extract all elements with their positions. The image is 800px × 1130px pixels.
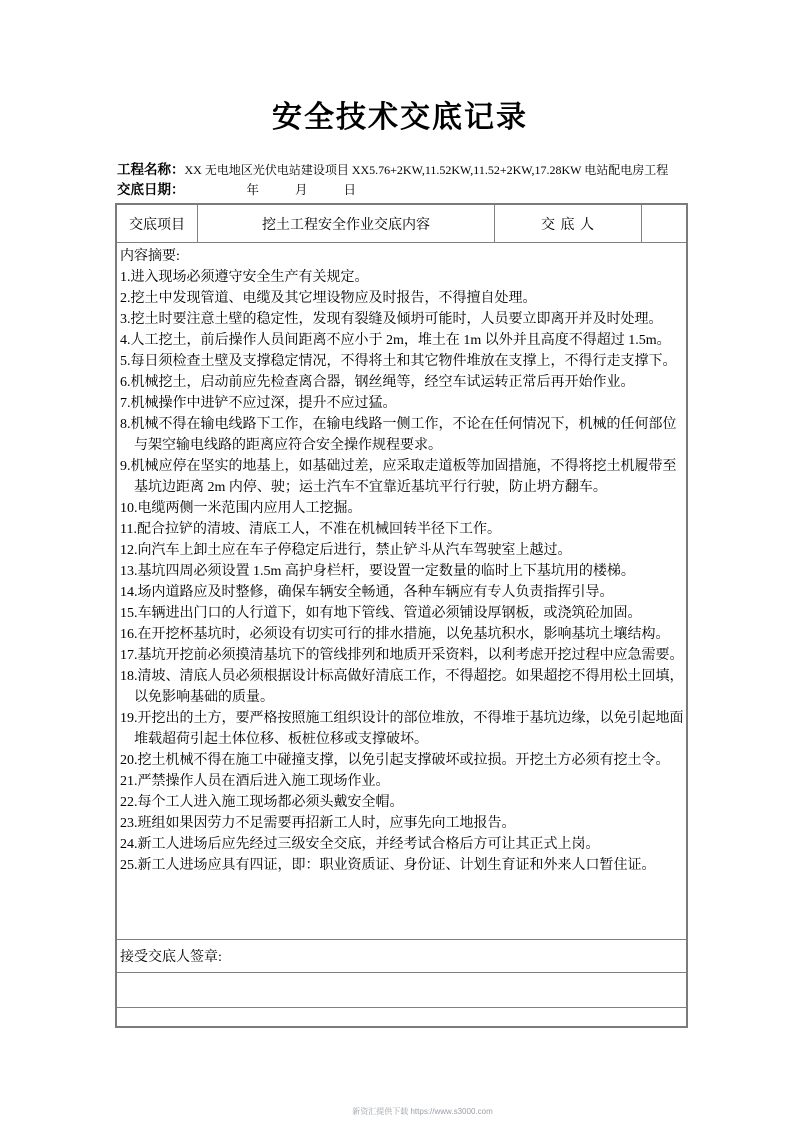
- signature-cell: [116, 940, 687, 973]
- header-cell-content-title: 挖土工程安全作业交底内容: [198, 204, 495, 243]
- list-item: 24.新工人进场后应先经过三级安全交底，并经考试合格后方可让其正式上岗。: [120, 837, 600, 852]
- list-item: 8.机械不得在输电线路下工作，在输电线路一侧工作，不论在任何情况下，机械的任何部位与架空输电线路的距离应符合安全操作规程要求。: [120, 417, 677, 453]
- signature-row: [116, 940, 687, 973]
- list-item: 14.场内道路应及时整修，确保车辆安全畅通，各种车辆应有专人负责指挥引导。: [120, 585, 614, 600]
- list-item: 13.基坑四周必须设置 1.5m 高护身栏杆，要设置一定数量的临时上下基坑用的楼梯。: [120, 564, 635, 579]
- empty-cell-2: [116, 1008, 687, 1028]
- list-item: 4.人工挖土，前后操作人员间距离不应小于 2m，堆土在 1m 以外并且高度不得超过 1.5m。: [120, 333, 671, 348]
- list-item: 18.清坡、清底人员必须根据设计标高做好清底工作，不得超挖。如果超挖不得用松土回填，以免影响基础的质量。: [120, 669, 684, 705]
- disclosure-date-label: 交底日期：: [117, 182, 185, 197]
- list-item: 7.机械操作中进铲不应过深，提升不应过猛。: [120, 396, 397, 411]
- page-title: 安全技术交底记录: [272, 101, 528, 134]
- list-item: 17.基坑开挖前必须摸清基坑下的管线排列和地质开采资料，以利考虑开挖过程中应急需要。: [120, 648, 684, 663]
- date-day-label: 日: [343, 183, 357, 197]
- header-cell-disclosure-item: 交底项目: [116, 204, 198, 243]
- list-item: 1.进入现场必须遵守安全生产有关规定。: [120, 270, 369, 285]
- list-item: 2.挖土中发现管道、电缆及其它埋设物应及时报告，不得擅自处理。: [120, 291, 537, 306]
- header-cell-discloser-label: 交 底 人: [495, 204, 642, 243]
- project-name-line: [117, 160, 697, 180]
- list-item: 15.车辆进出门口的人行道下，如有地下管线、管道必须铺设厚钢板，或浇筑砼加固。: [120, 606, 642, 621]
- list-item: 3.挖土时要注意土壁的稳定性，发现有裂缝及倾坍可能时，人员要立即离开并及时处理。: [120, 312, 663, 327]
- signature-label: 接受交底人签章:: [120, 950, 222, 965]
- items-list: [120, 267, 684, 876]
- content-cell: [116, 243, 687, 940]
- project-name-value: XX 无电地区光伏电站建设项目 XX5.76+2KW,11.52KW,11.52+2KW,17.28KW 电站配电房工程: [184, 163, 669, 177]
- list-item: 21.严禁操作人员在酒后进入施工现场作业。: [120, 774, 390, 789]
- list-item: 23.班组如果因劳力不足需要再招新工人时，应事先向工地报告。: [120, 816, 516, 831]
- empty-row-1: [116, 973, 687, 1008]
- list-item: 20.挖土机械不得在施工中碰撞支撑，以免引起支撑破坏或拉损。开挖土方必须有挖土令。: [120, 753, 670, 768]
- table-header-row: [116, 204, 687, 243]
- list-item: 11.配合拉铲的清坡、清底工人，不准在机械回转半径下工作。: [120, 522, 501, 537]
- disclosure-date-line: [117, 180, 697, 200]
- watermark-text: 新资汇提供下载 https://www.s3000.com: [352, 1107, 493, 1116]
- list-item: 10.电缆两侧一米范围内应用人工挖掘。: [120, 501, 362, 516]
- header-cell-discloser-value: [642, 204, 688, 243]
- date-year-label: 年: [246, 183, 260, 197]
- empty-row-2: [116, 1008, 687, 1028]
- content-row: [116, 243, 687, 940]
- disclosure-table: [115, 203, 688, 1028]
- list-item: 12.向汽车上卸土应在车子停稳定后进行，禁止铲斗从汽车驾驶室上越过。: [120, 543, 572, 558]
- list-item: 9.机械应停在坚实的地基上，如基础过差，应采取走道板等加固措施，不得将挖土机履带至基坑边距离 2m 内停、驶；运土汽车不宜靠近基坑平行行驶，防止坍方翻车。: [120, 459, 677, 495]
- date-month-label: 月: [295, 183, 308, 197]
- list-item: 16.在开挖杯基坑时，必须设有切实可行的排水措施，以免基坑积水，影响基坑土壤结构。: [120, 627, 670, 642]
- meta-section: [117, 160, 697, 200]
- list-item: 19.开挖出的土方，要严格按照施工组织设计的部位堆放，不得堆于基坑边缘，以免引起地面堆载超荷引起土体位移、板桩位移或支撑破坏。: [120, 711, 684, 747]
- list-item: 25.新工人进场应具有四证，即：职业资质证、身份证、计划生育证和外来人口暂住证。: [120, 858, 656, 873]
- list-item: 6.机械挖土，启动前应先检查离合器，钢丝绳等，经空车试运转正常后再开始作业。: [120, 375, 635, 390]
- empty-cell-1: [116, 973, 687, 1008]
- list-item: 5.每日须检查土壁及支撑稳定情况，不得将土和其它物件堆放在支撑上，不得行走支撑下。: [120, 354, 677, 369]
- summary-label: 内容摘要:: [120, 249, 180, 264]
- project-name-label: 工程名称：: [117, 162, 185, 177]
- list-item: 22.每个工人进入施工现场都必须头戴安全帽。: [120, 795, 404, 810]
